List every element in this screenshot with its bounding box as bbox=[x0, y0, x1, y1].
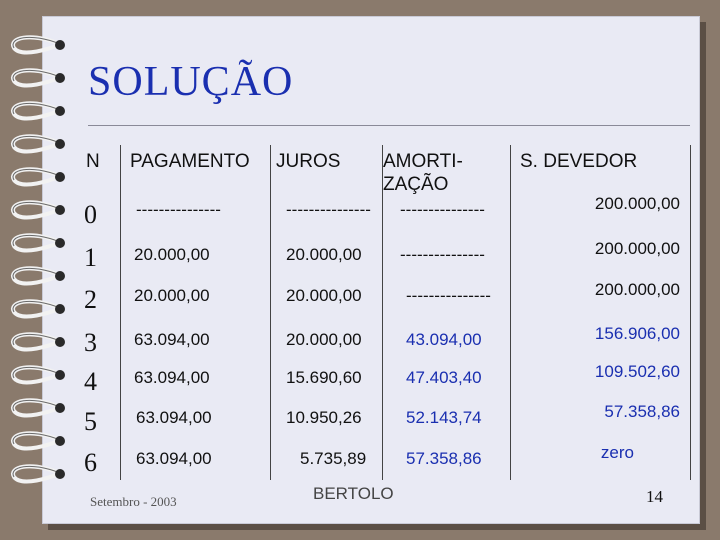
row-number: 2 bbox=[84, 285, 97, 314]
cell-pagamento: 20.000,00 bbox=[134, 286, 210, 305]
cell-amortizacao: 52.143,74 bbox=[406, 408, 482, 427]
page-number: 14 bbox=[646, 487, 663, 506]
cell-saldo: 200.000,00 bbox=[594, 280, 680, 299]
cell-pagamento: --------------- bbox=[136, 200, 221, 219]
cell-juros: 10.950,26 bbox=[286, 408, 362, 427]
cell-amortizacao: 43.094,00 bbox=[406, 330, 482, 349]
cell-pagamento: 20.000,00 bbox=[134, 245, 210, 264]
cell-saldo: 200.000,00 bbox=[594, 194, 680, 213]
cell-juros: 20.000,00 bbox=[286, 245, 362, 264]
header-amortizacao-line2: ZAÇÃO bbox=[383, 174, 449, 195]
cell-saldo: 109.502,60 bbox=[594, 362, 680, 381]
cell-amortizacao: --------------- bbox=[400, 200, 485, 219]
row-number: 1 bbox=[84, 243, 97, 272]
cell-amortizacao: 57.358,86 bbox=[406, 449, 482, 468]
row-number: 4 bbox=[84, 367, 97, 396]
cell-juros: --------------- bbox=[286, 200, 371, 219]
cell-saldo: 200.000,00 bbox=[594, 239, 680, 258]
cell-amortizacao: --------------- bbox=[400, 245, 485, 264]
header-n: N bbox=[86, 151, 100, 172]
page-title: SOLUÇÃO bbox=[88, 59, 294, 105]
cell-saldo: 156.906,00 bbox=[594, 324, 680, 343]
title-divider bbox=[88, 125, 690, 126]
header-amortizacao-line1: AMORTI- bbox=[383, 151, 463, 172]
row-number: 3 bbox=[84, 328, 97, 357]
cell-saldo: zero bbox=[600, 443, 634, 462]
cell-juros: 20.000,00 bbox=[286, 286, 362, 305]
spiral-binding-icon bbox=[0, 0, 80, 540]
cell-saldo: 57.358,86 bbox=[604, 402, 680, 421]
header-saldo-devedor: S. DEVEDOR bbox=[520, 151, 638, 172]
header-juros: JUROS bbox=[276, 151, 341, 172]
row-number: 0 bbox=[84, 200, 97, 229]
cell-pagamento: 63.094,00 bbox=[134, 368, 210, 387]
header-pagamento: PAGAMENTO bbox=[130, 151, 250, 172]
cell-pagamento: 63.094,00 bbox=[136, 449, 212, 468]
footer-date: Setembro - 2003 bbox=[90, 494, 177, 509]
footer-author: BERTOLO bbox=[313, 484, 394, 503]
column-divider bbox=[510, 145, 511, 480]
column-divider bbox=[270, 145, 271, 480]
row-number: 6 bbox=[84, 448, 97, 477]
row-number: 5 bbox=[84, 407, 97, 436]
cell-juros: 15.690,60 bbox=[286, 368, 362, 387]
column-divider bbox=[120, 145, 121, 480]
cell-juros: 5.735,89 bbox=[300, 449, 367, 468]
column-divider bbox=[690, 145, 691, 480]
cell-juros: 20.000,00 bbox=[286, 330, 362, 349]
cell-amortizacao: --------------- bbox=[406, 286, 491, 305]
cell-amortizacao: 47.403,40 bbox=[406, 368, 482, 387]
cell-pagamento: 63.094,00 bbox=[136, 408, 212, 427]
cell-pagamento: 63.094,00 bbox=[134, 330, 210, 349]
